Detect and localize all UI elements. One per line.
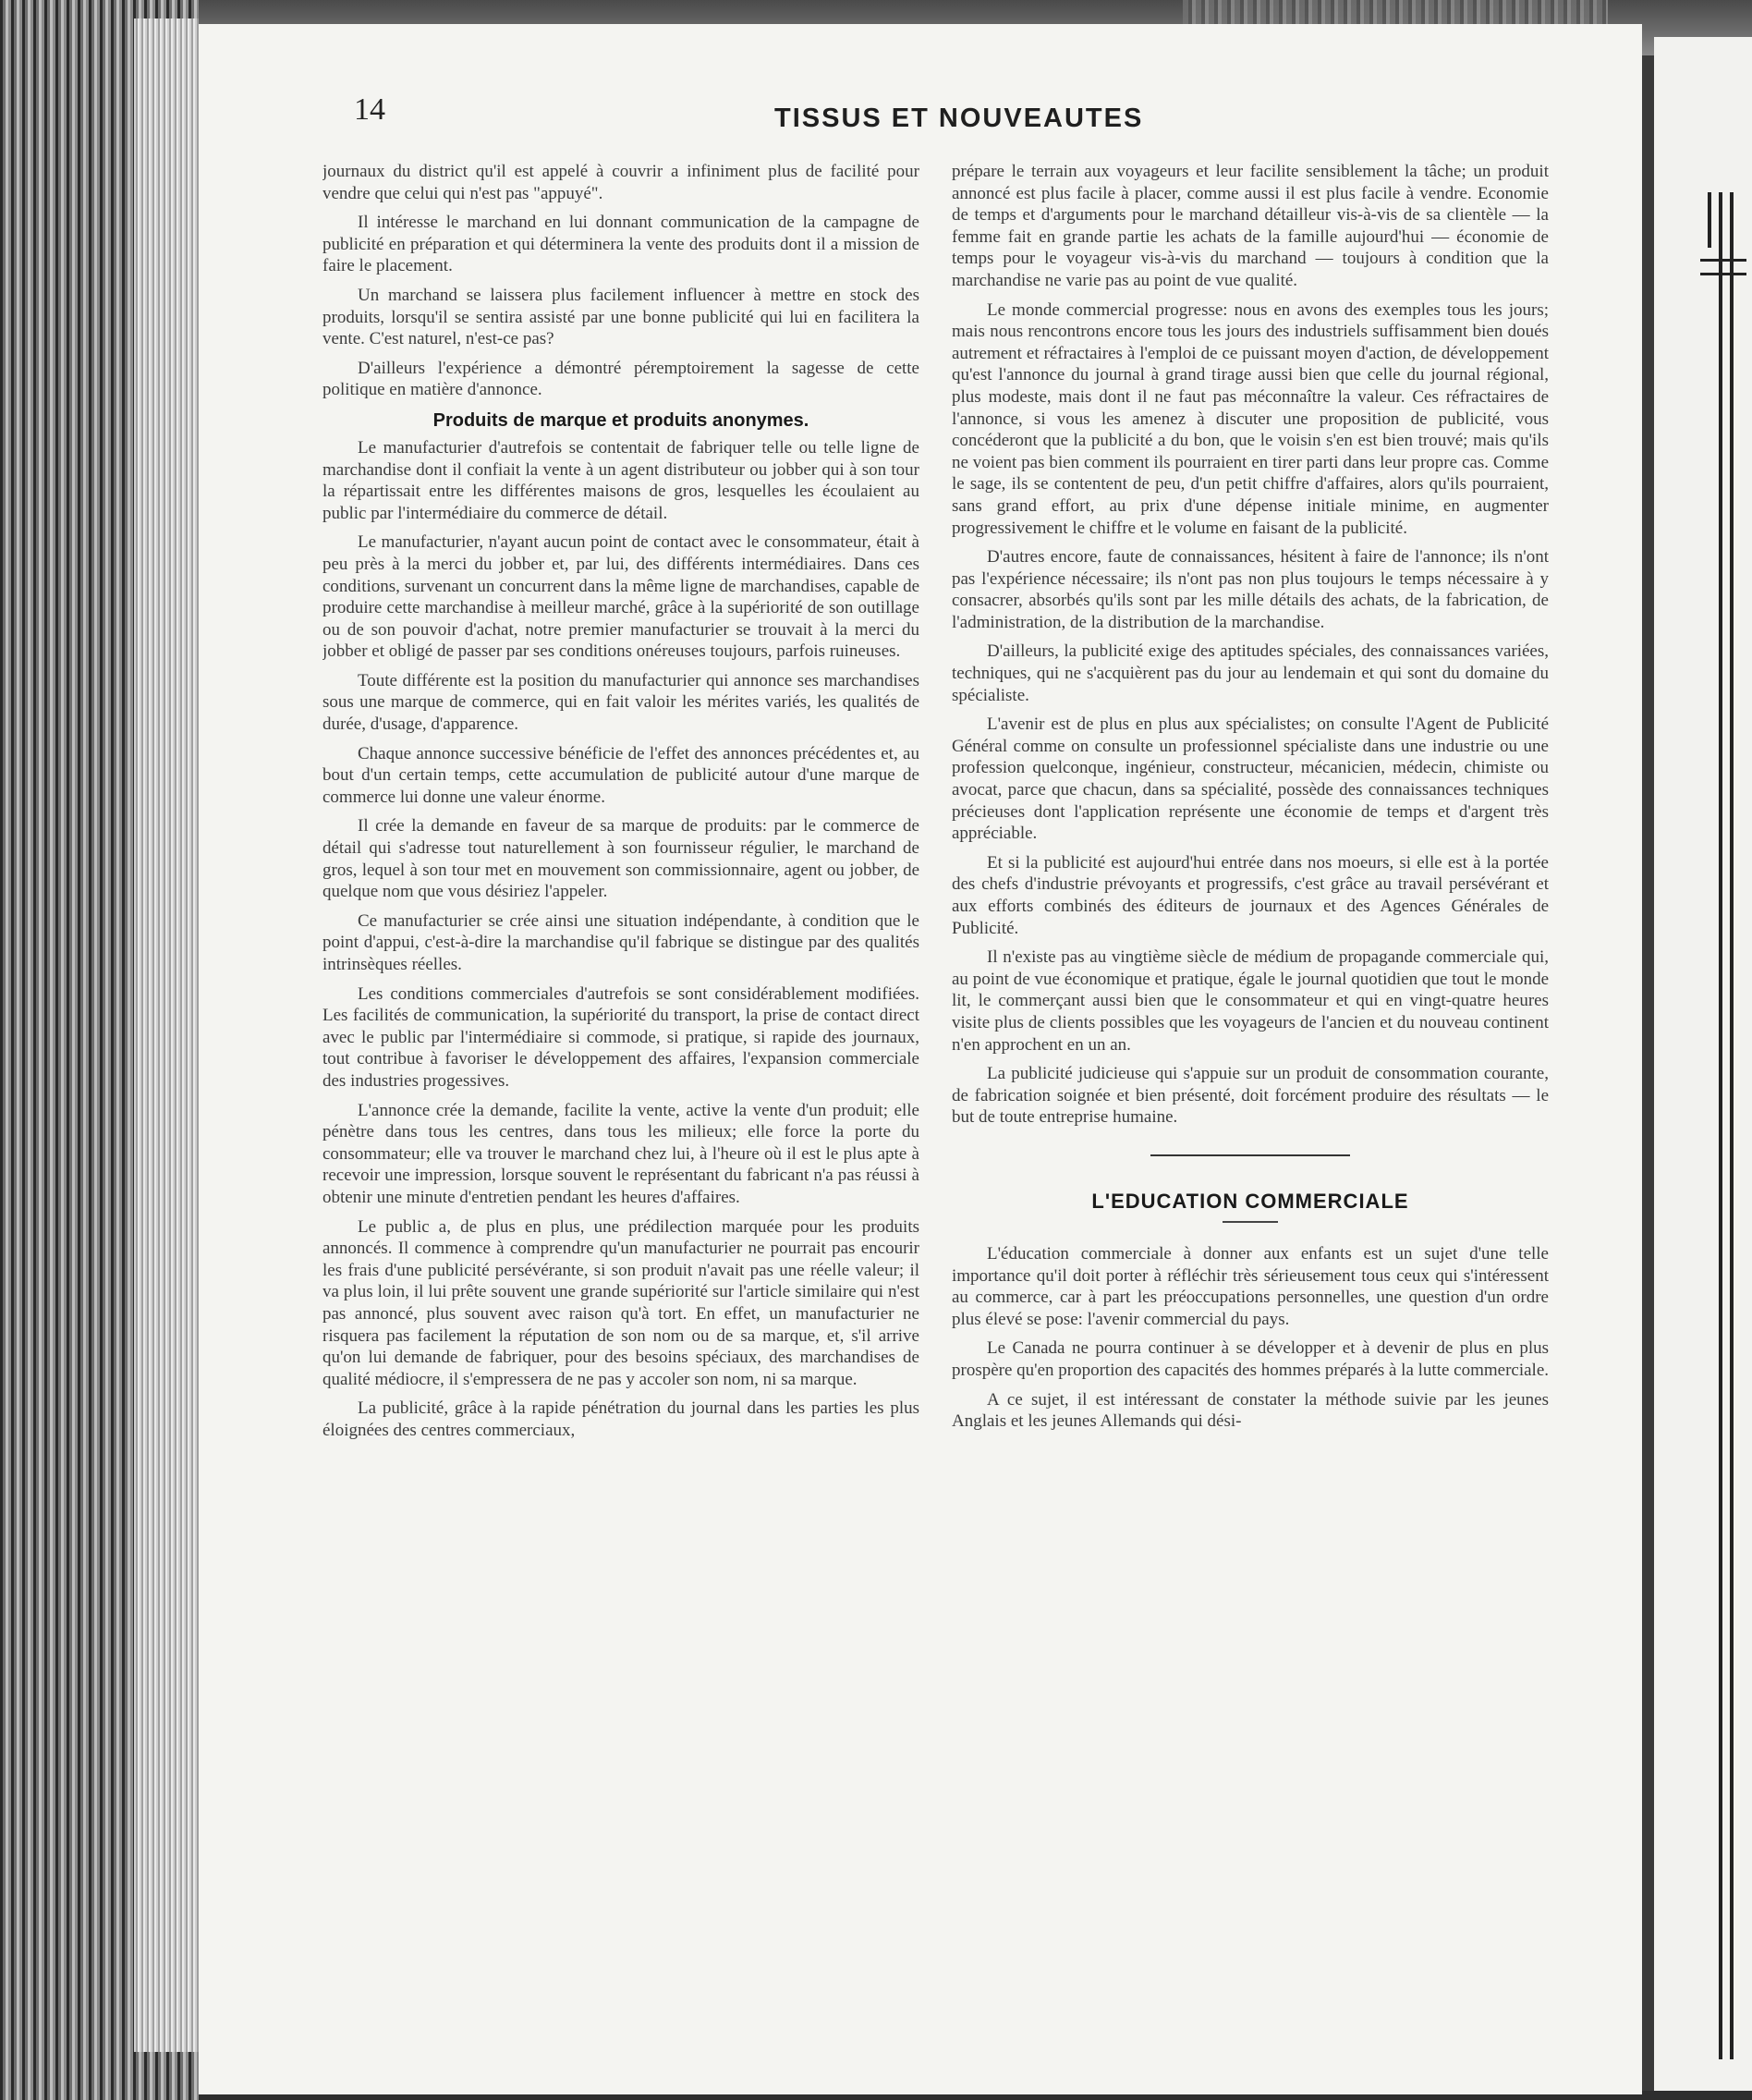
paragraph: Un marchand se laissera plus facilement influencer à mettre en stock des produits, lorsqu'il se sentira assisté par une bonne publicité qui lui en facilitera la vente. C'est naturel, n'est-ce pas? bbox=[322, 285, 919, 349]
paragraph: Toute différente est la position du manufacturier qui annonce ses marchandises sous une marque de commerce, qui en fait valoir les mérites variés, les qualités de durée, d'usage, d'apparence. bbox=[322, 670, 919, 735]
page-number: 14 bbox=[354, 92, 385, 127]
adjacent-page-mark bbox=[1708, 192, 1711, 248]
paragraph: prépare le terrain aux voyageurs et leur facilite sensiblement la tâche; un produit annoncé est plus facile à placer, comme aussi il est plus facile à vendre. Economie de temps et d'arguments pour le marchand détailleur vis-à-vis de sa clientèle — la femme fait en grande partie les achats de la famille aujourd'hui — économie de temps pour le voyageur vis-à-vis du marchand — toujours à condition que la marchandise ne varie pas au point de vue qualité. bbox=[952, 162, 1549, 290]
running-title: TISSUS ET NOUVEAUTES bbox=[774, 104, 1144, 133]
paragraph: Le manufacturier d'autrefois se contentait de fabriquer telle ou telle ligne de marchandise dont il confiait la vente à un agent distributeur ou jobber qui à son tour la répartissait entre les différentes maisons de gros, lesquelles les écoulaient au public par l'intermédiaire du commerce de détail. bbox=[322, 437, 919, 523]
paragraph: Le public a, de plus en plus, une prédilection marquée pour les produits annoncés. Il commence à comprendre qu'un manufacturier ne pourrait pas encourir les frais d'une publicité persévérante, si son produit n'avait pas une réelle valeur; il va plus loin, il lui prête souvent une grande supériorité sur l'article similaire qui n'est pas annoncé, plus souvent avec raison qu'à tort. En effet, un manufacturier ne risquera pas facilement la réputation de son nom ou de sa marque, et, s'il arrive qu'on lui demande de fabriquer, pour des besoins spéciaux, des marchandises de qualité médiocre, il s'empressera de ne pas y accoler son nom, ni sa marque. bbox=[322, 1216, 919, 1389]
paragraph: La publicité judicieuse qui s'appuie sur un produit de consommation courante, de fabrication soignée et bien présenté, doit forcément produire des résultats — le but de toute entreprise humaine. bbox=[952, 1064, 1549, 1128]
paragraph: Le manufacturier, n'ayant aucun point de contact avec le consommateur, était à peu près à la merci du jobber et, par lui, des différents intermédiaires. Dans ces conditions, survenant un concurrent dans la même ligne de marchandises, capable de produire cette marchandise à meilleur marché, grâce à la supériorité de son outillage ou de son pouvoir d'achat, notre premier manufacturier se trouvait à la merci du jobber et obligé de passer par ses conditions onéreuses toujours, parfois ruineuses. bbox=[322, 532, 919, 662]
adjacent-page-mark bbox=[1719, 192, 1722, 2059]
paragraph: Chaque annonce successive bénéficie de l'effet des annonces précédentes et, au bout d'un certain temps, cette accumulation de publicité autour d'une marque de commerce lui donne une valeur énorme. bbox=[322, 743, 919, 807]
section-heading: Produits de marque et produits anonymes. bbox=[432, 409, 809, 431]
paragraph: Il crée la demande en faveur de sa marque de produits: par le commerce de détail qui s'adresse tout naturellement à son fournisseur régulier, le marchand de gros, lequel à son tour met en mouvement son commissionnaire, agent ou jobber, de quelque nom que vous désiriez l'appeler. bbox=[322, 816, 919, 902]
adjacent-page-mark bbox=[1700, 273, 1746, 275]
paragraph: D'ailleurs l'expérience a démontré péremptoirement la sagesse de cette politique en matière d'annonce. bbox=[322, 358, 919, 400]
book-page-edges-inner bbox=[134, 18, 199, 2052]
paragraph: L'annonce crée la demande, facilite la vente, active la vente d'un produit; elle pénètre dans tous les centres, dans tous les milieux; elle force la porte du consommateur; elle va trouver le marchand chez lui, à l'heure où il est le plus apte à recevoir une impression, lorsque souvent le représentant du fabricant n'a pas réussi à obtenir une minute d'entretien pendant les heures d'affaires. bbox=[322, 1100, 919, 1207]
paragraph: L'avenir est de plus en plus aux spécialistes; on consulte l'Agent de Publicité Général comme on consulte un professionnel spécialiste dans une industrie ou une profession quelconque, ingénieur, constructeur, mécanicien, médecin, chimiste ou avocat, parce que chacun, dans sa spécialité, possède des connaissances techniques précieuses dont l'application représente une économie de temps et d'argent très appréciable. bbox=[952, 714, 1549, 844]
left-column bbox=[322, 161, 919, 1917]
section-divider bbox=[1150, 1154, 1350, 1156]
paragraph: La publicité, grâce à la rapide pénétration du journal dans les parties les plus éloignées des centres commerciaux, bbox=[322, 1398, 919, 1440]
adjacent-page-edge bbox=[1654, 37, 1752, 2100]
paragraph: Et si la publicité est aujourd'hui entrée dans nos moeurs, si elle est à la portée des chefs d'industrie prévoyants et progressifs, c'est grâce au travail persévérant et aux efforts combinés des éditeurs de journaux et des Agences Générales de Publicité. bbox=[952, 852, 1549, 938]
paragraph: Ce manufacturier se crée ainsi une situation indépendante, à condition que le point d'appui, c'est-à-dire la marchandise qu'il fabrique se distingue par des qualités intrinsèques réelles. bbox=[322, 910, 919, 974]
title-underline bbox=[1223, 1221, 1278, 1223]
paragraph: A ce sujet, il est intéressant de constater la méthode suivie par les jeunes Anglais et les jeunes Allemands qui dési- bbox=[952, 1389, 1549, 1432]
paragraph: Le Canada ne pourra continuer à se développer et à devenir de plus en plus prospère qu'en proportion des capacités des hommes préparés à la lutte commerciale. bbox=[952, 1338, 1549, 1380]
paragraph: Il n'existe pas au vingtième siècle de médium de propagande commerciale qui, au point de vue économique et pratique, égale le journal quotidien que tout le monde lit, le commerçant aussi bien que le consommateur et qui en vingt-quatre heures visite plus de clients possibles que les voyageurs de l'ancien et du nouveau continent n'en approchent en un an. bbox=[952, 947, 1549, 1055]
paragraph: D'autres encore, faute de connaissances, hésitent à faire de l'annonce; ils n'ont pas l'expérience nécessaire; ils n'ont pas non plus toujours le temps nécessaire à y consacrer, absorbés qu'ils sont par les mille détails des achats, de la fabrication, de l'administration, de la distribution de la marchandise. bbox=[952, 547, 1549, 632]
paragraph: D'ailleurs, la publicité exige des aptitudes spéciales, des connaissances variées, techniques, qui ne s'acquièrent pas du jour au lendemain et qui sont du domaine du spécialiste. bbox=[952, 641, 1549, 705]
paragraph: Les conditions commerciales d'autrefois se sont considérablement modifiées. Les facilités de communication, la supériorité du transport, la prise de contact direct avec le public par l'intermédiaire si commode, si pratique, si rapide des journaux, tout contribue à favoriser le développement des affaires, l'expansion commerciale des industries progessives. bbox=[322, 983, 919, 1091]
paragraph: Il intéresse le marchand en lui donnant communication de la campagne de publicité en préparation et qui déterminera la vente des produits dont il a mission de faire le placement. bbox=[322, 213, 919, 276]
paragraph: L'éducation commerciale à donner aux enfants est un sujet d'une telle importance qu'il doit porter à réfléchir très sérieusement tous ceux qui s'intéressent au commerce, car à part les préoccupations personnelles, une question d'un ordre plus élevé se pose: l'avenir commercial du pays. bbox=[952, 1243, 1549, 1329]
right-column bbox=[952, 161, 1549, 1917]
paragraph: journaux du district qu'il est appelé à couvrir a infiniment plus de facilité pour vendre que celui qui n'est pas "appuyé". bbox=[322, 162, 919, 203]
section-title: L'EDUCATION COMMERCIALE bbox=[1091, 1189, 1409, 1213]
book-page-edges bbox=[0, 0, 199, 2100]
adjacent-page-mark bbox=[1700, 259, 1746, 262]
adjacent-page-mark bbox=[1730, 192, 1734, 2059]
paragraph: Le monde commercial progresse: nous en avons des exemples tous les jours; mais nous rencontrons encore tous les jours des industriels suffisamment bien doués autrement et réfractaires à l'emploi de ce puissant moyen d'action, de développement qu'est l'annonce du journal à grand tirage aussi bien que celle du journal régional, plus modeste, mais dont il ne faut pas méconnaître la valeur. Ces réfractaires de l'annonce, si vous les amenez à discuter une proposition de publicité, vous concéderont que la publicité a du bon, que le voisin s'en est bien trouvé; mais qu'ils ne voient pas bien comment ils pourraient en tirer parti dans leur propre cas. Comme le sage, ils se contentent de peu, d'un petit chiffre d'affaires, alors qu'ils pourraient, sans grand effort, au prix d'une dépense initiale minime, en augmenter progressivement le chiffre et le volume en faisant de la publicité. bbox=[952, 299, 1549, 538]
